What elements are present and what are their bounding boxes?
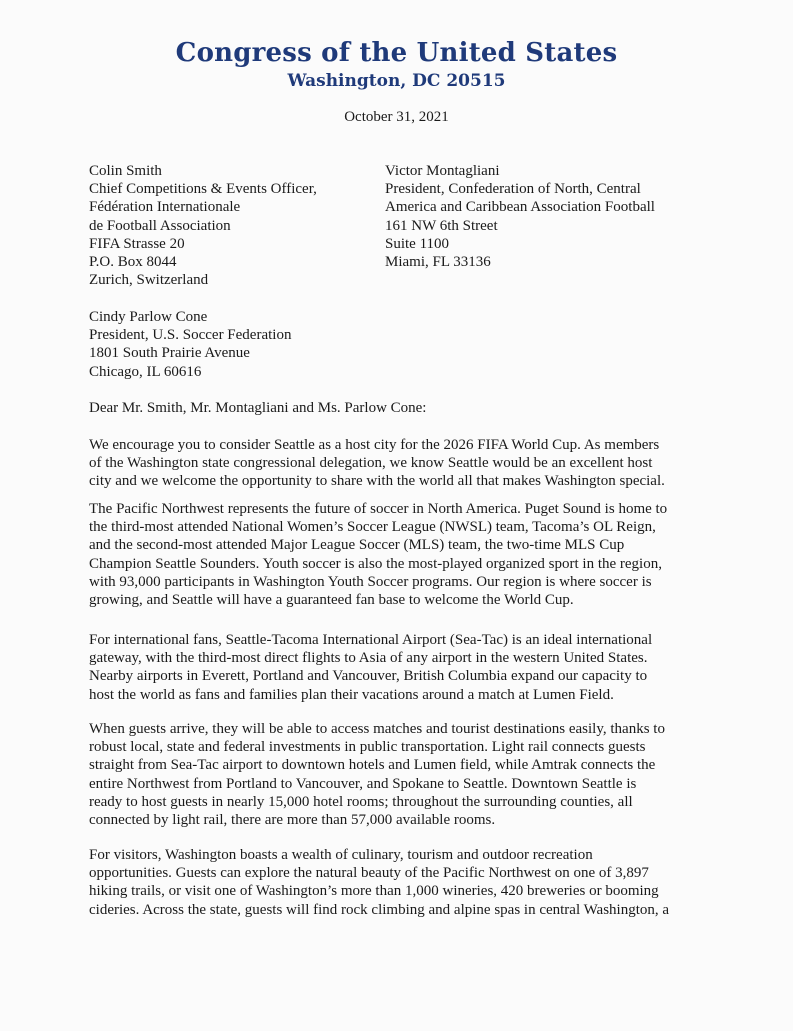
- recipient-address-concacaf: [385, 162, 655, 271]
- address-line: President, Confederation of North, Central: [385, 181, 641, 198]
- paragraph-line: city and we welcome the opportunity to share with the world all that makes Washington special.: [89, 473, 665, 490]
- paragraph-line: cideries. Across the state, guests will find rock climbing and alpine spas in central Washington, a: [89, 901, 670, 918]
- paragraph-line: with 93,000 participants in Washington Youth Soccer programs. Our region is where soccer is: [89, 573, 652, 590]
- paragraph-line: robust local, state and federal investments in public transportation. Light rail connects guests: [89, 739, 646, 756]
- paragraph-line: connected by light rail, there are more than 57,000 available rooms.: [89, 812, 496, 829]
- paragraph-line: We encourage you to consider Seattle as a host city for the 2026 FIFA World Cup. As members: [89, 437, 660, 453]
- address-line: President, U.S. Soccer Federation: [89, 327, 292, 344]
- address-line: FIFA Strasse 20: [89, 235, 185, 252]
- paragraph-line: When guests arrive, they will be able to access matches and tourist destinations easily, thanks to: [89, 721, 665, 737]
- paragraph-line: Nearby airports in Everett, Portland and Vancouver, British Columbia expand our capacity to: [89, 668, 648, 685]
- paragraph-line: of the Washington state congressional delegation, we know Seattle would be an excellent host: [89, 455, 653, 472]
- paragraph-line: host the world as fans and families plan their vacations around a match at Lumen Field.: [89, 686, 614, 703]
- salutation: Dear Mr. Smith, Mr. Montagliani and Ms. Parlow Cone:: [89, 400, 427, 416]
- address-line: Suite 1100: [385, 235, 450, 252]
- paragraph-line: For visitors, Washington boasts a wealth of culinary, tourism and outdoor recreation: [89, 847, 593, 863]
- paragraph-line: entire Northwest from Portland to Vancouver, and Spokane to Seattle. Downtown Seattle is: [89, 775, 637, 792]
- address-line: 161 NW 6th Street: [385, 217, 498, 234]
- paragraph-line: The Pacific Northwest represents the future of soccer in North America. Puget Sound is home to: [89, 501, 668, 517]
- paragraph-line: hiking trails, or visit one of Washington’s more than 1,000 wineries, 420 breweries or booming: [89, 883, 659, 900]
- address-line: Colin Smith: [89, 163, 162, 179]
- paragraph-line: Champion Seattle Sounders. Youth soccer is also the most-played organized sport in the region,: [89, 555, 662, 572]
- paragraph-line: straight from Sea-Tac airport to downtown hotels and Lumen field, while Amtrak connects the: [89, 757, 656, 774]
- paragraph-line: opportunities. Guests can explore the natural beauty of the Pacific Northwest on one of 3,897: [89, 865, 649, 882]
- recipient-address-fifa: [89, 162, 317, 289]
- body-paragraph-5: [89, 846, 719, 919]
- address-line: Chicago, IL 60616: [89, 363, 202, 380]
- address-line: America and Caribbean Association Football: [385, 199, 655, 216]
- body-paragraph-2: [89, 500, 719, 609]
- body-paragraph-3: [89, 631, 719, 704]
- paragraph-line: and the second-most attended Major League Soccer (MLS) team, the two-time MLS Cup: [89, 537, 625, 554]
- paragraph-line: growing, and Seattle will have a guaranteed fan base to welcome the World Cup.: [89, 592, 574, 609]
- paragraph-line: the third-most attended National Women’s Soccer League (NWSL) team, Tacoma’s OL Reign,: [89, 519, 656, 536]
- address-line: P.O. Box 8044: [89, 254, 177, 271]
- address-line: de Football Association: [89, 217, 231, 234]
- body-paragraph-4: [89, 720, 719, 829]
- paragraph-line: ready to host guests in nearly 15,000 hotel rooms; throughout the surrounding counties, all: [89, 793, 633, 810]
- paragraph-line: For international fans, Seattle-Tacoma International Airport (Sea-Tac) is an ideal international: [89, 632, 653, 648]
- letterhead: [0, 38, 793, 92]
- letter-date: October 31, 2021: [344, 109, 449, 125]
- letterhead-title: Congress of the United States: [175, 38, 618, 68]
- address-line: Victor Montagliani: [385, 163, 500, 179]
- address-line: Cindy Parlow Cone: [89, 309, 208, 325]
- body-paragraph-1: [89, 436, 719, 491]
- letterhead-subtitle: Washington, DC 20515: [287, 71, 506, 91]
- address-line: Miami, FL 33136: [385, 254, 491, 271]
- address-line: Zurich, Switzerland: [89, 272, 209, 289]
- recipient-address-ussf: [89, 308, 291, 381]
- address-line: Chief Competitions & Events Officer,: [89, 181, 317, 198]
- address-line: 1801 South Prairie Avenue: [89, 345, 250, 362]
- address-line: Fédération Internationale: [89, 199, 241, 216]
- paragraph-line: gateway, with the third-most direct flights to Asia of any airport in the western United States.: [89, 650, 648, 667]
